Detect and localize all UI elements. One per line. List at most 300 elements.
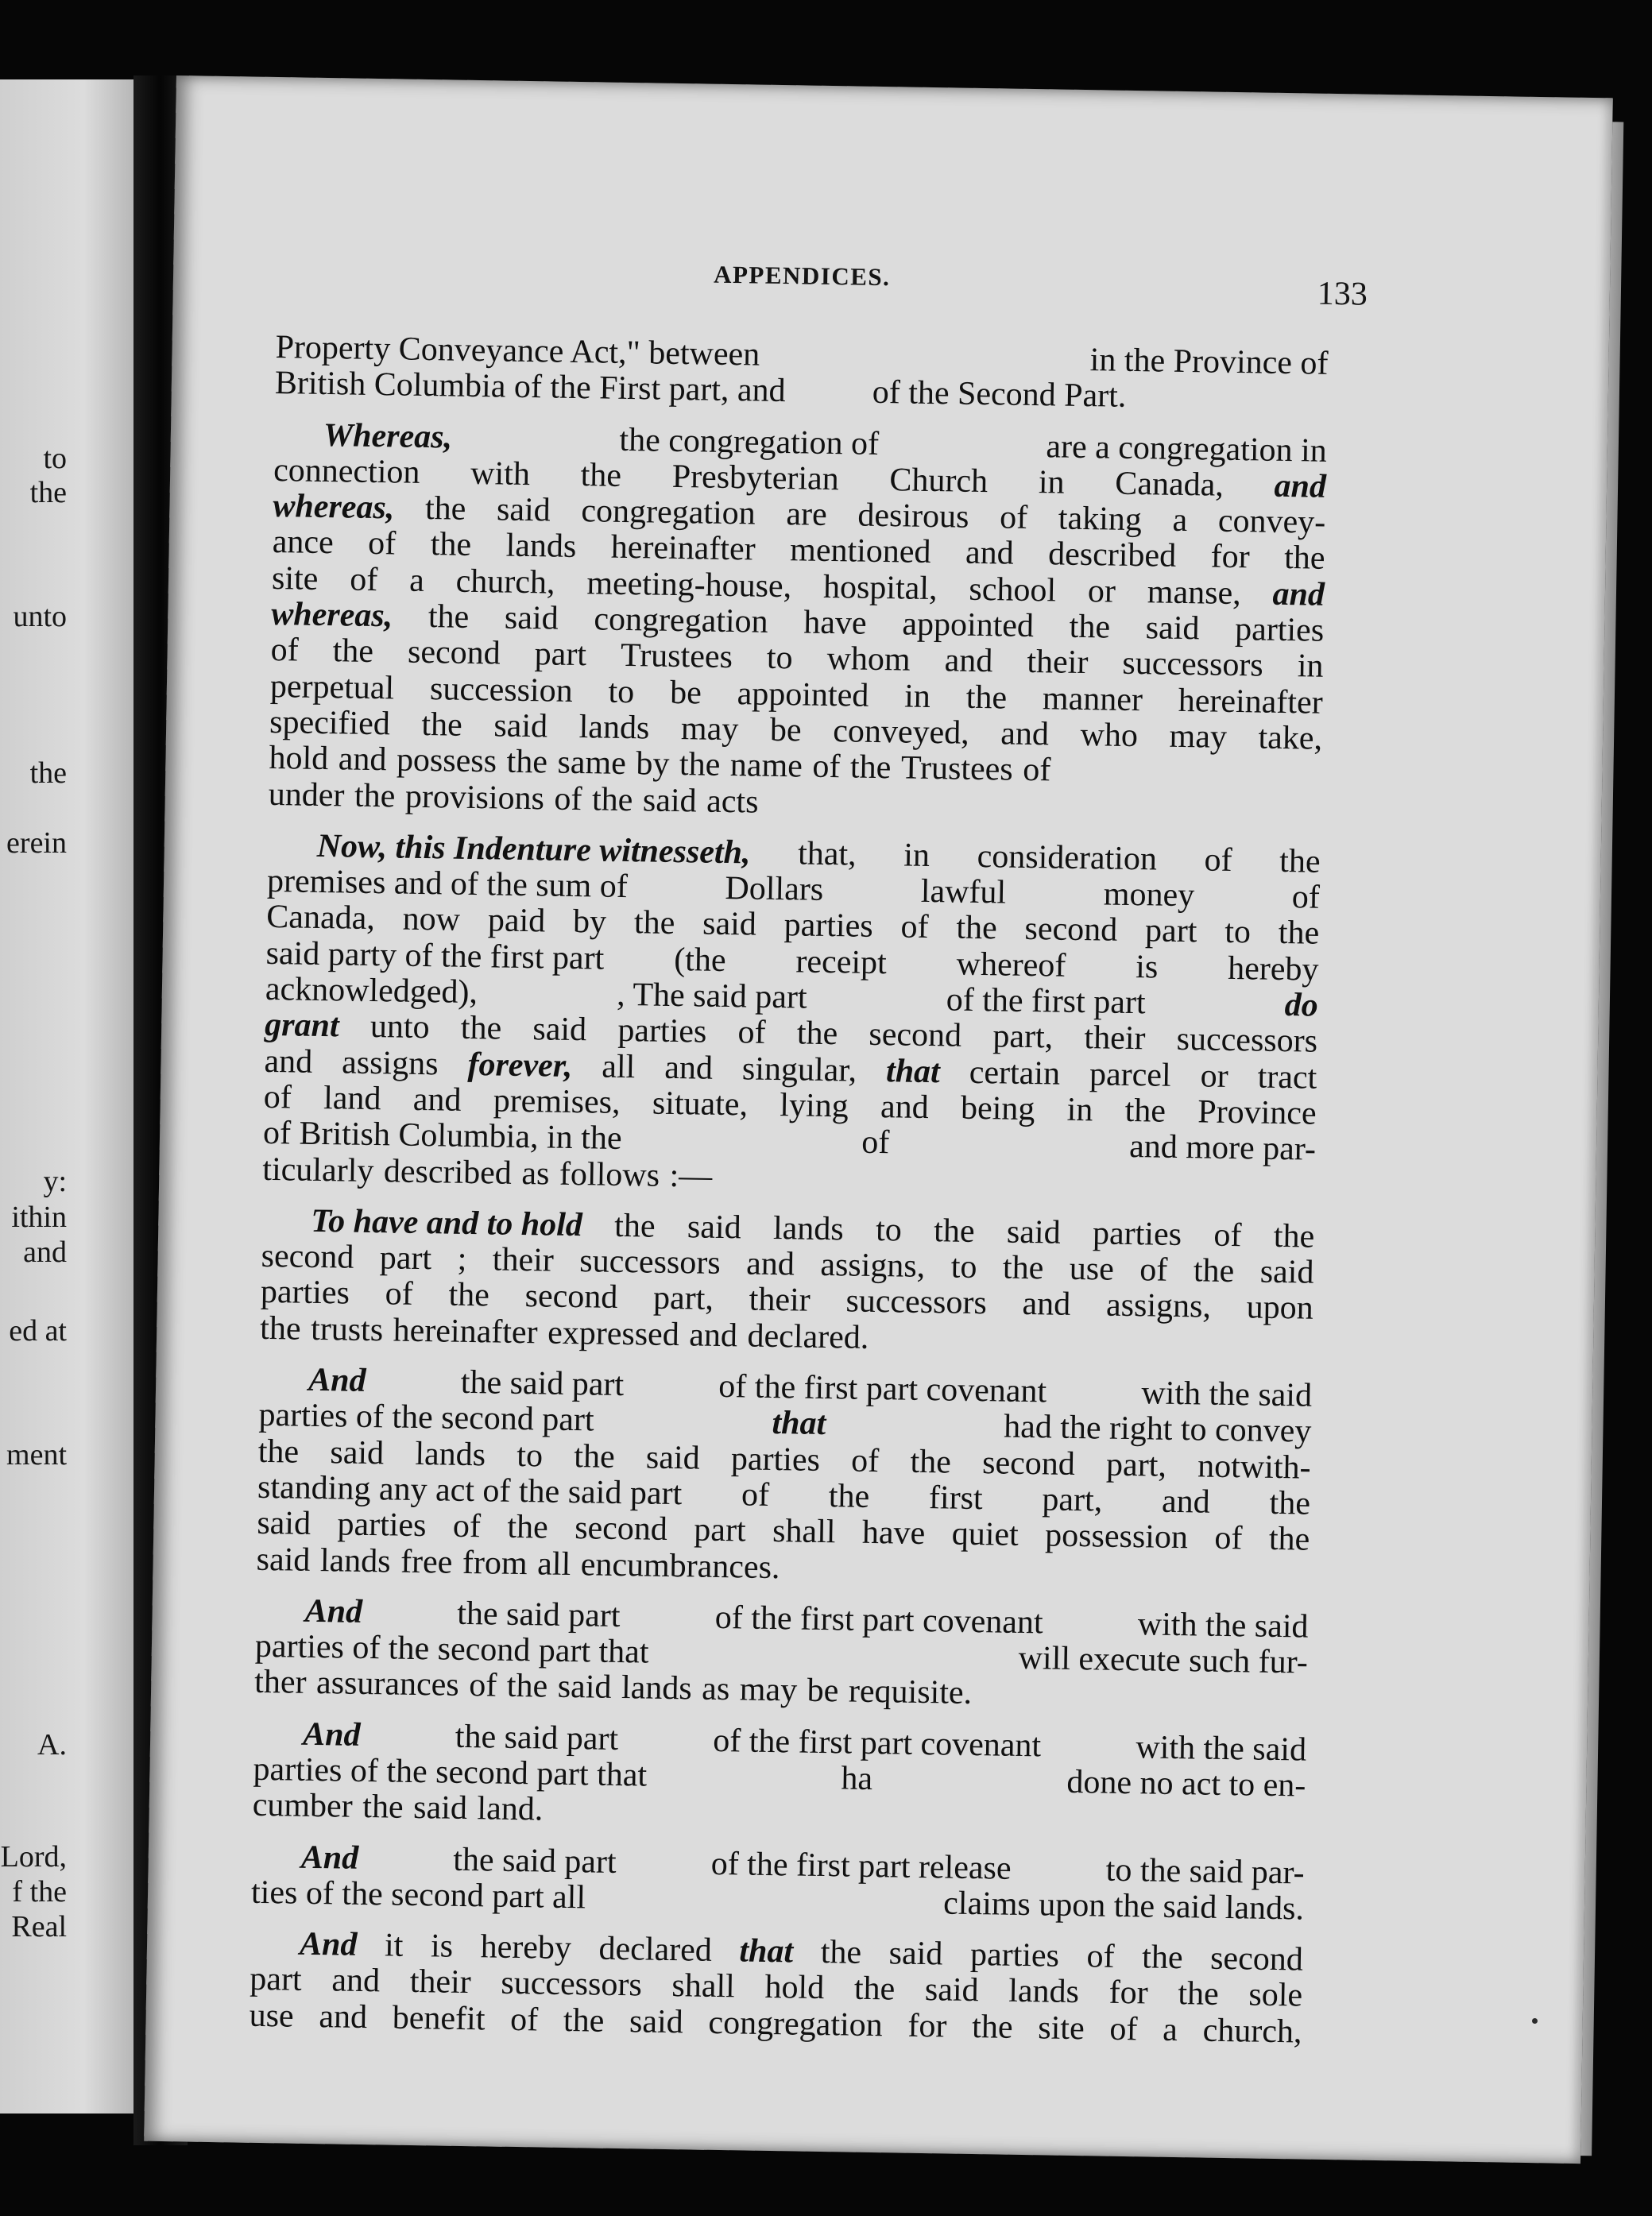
- text-segment: and: [319, 1997, 368, 2036]
- text-segment: said: [496, 491, 551, 529]
- text-segment: said: [557, 1669, 612, 1707]
- text-segment: unto: [369, 1008, 430, 1046]
- text-segment: said: [642, 781, 698, 819]
- text-segment: of: [270, 632, 300, 669]
- text-segment: second: [981, 1444, 1076, 1483]
- text-segment: assigns: [341, 1044, 439, 1082]
- text-segment: hospital,: [822, 568, 938, 607]
- text-segment: second: [869, 1016, 962, 1055]
- text-segment: be: [669, 674, 702, 712]
- text-segment: of the first part release: [710, 1845, 1012, 1887]
- text-segment: premises and of the sum of: [266, 863, 629, 906]
- text-segment: Canada,: [1115, 465, 1224, 504]
- paragraph: [275, 330, 1329, 418]
- running-head: APPENDICES.: [713, 260, 891, 292]
- text-segment: the: [796, 1015, 838, 1053]
- text-segment: all: [536, 1545, 571, 1583]
- text-segment: Dollars: [725, 870, 824, 909]
- left-page-fragment: to: [43, 442, 67, 475]
- text-segment: money: [1103, 876, 1195, 915]
- text-segment: and: [965, 535, 1015, 573]
- text-segment: of: [1139, 1251, 1168, 1289]
- text-segment: that: [885, 1052, 941, 1090]
- text-segment: of: [1086, 1938, 1115, 1976]
- text-segment: Canada,: [266, 899, 376, 938]
- text-segment: the: [956, 910, 998, 947]
- text-segment: part,: [1105, 1446, 1167, 1484]
- paragraph: [251, 1839, 1305, 1927]
- left-page-fragment: erein: [6, 826, 67, 860]
- text-segment: taking: [1058, 500, 1143, 539]
- text-segment: the: [853, 1970, 896, 2008]
- text-segment: British Columbia of the First part, and: [274, 365, 786, 410]
- text-segment: And: [299, 1925, 358, 1964]
- text-segment: done no act to en-: [1066, 1763, 1306, 1804]
- right-page: [144, 75, 1613, 2164]
- text-segment: said: [924, 1971, 979, 2009]
- text-segment: and: [338, 741, 387, 779]
- text-segment: the: [1279, 842, 1321, 880]
- text-segment: the: [421, 706, 463, 744]
- text-segment: shall: [671, 1967, 736, 2005]
- text-segment: the: [679, 746, 721, 784]
- text-segment: the: [613, 1207, 656, 1245]
- text-segment: the: [430, 526, 472, 564]
- text-segment: the: [1283, 539, 1325, 578]
- text-segment: the: [1193, 1252, 1235, 1290]
- scan-speck: [1532, 2018, 1538, 2024]
- left-page-fragment: unto: [13, 600, 67, 633]
- text-segment: successors: [845, 1282, 988, 1322]
- text-segment: the congregation of: [619, 421, 880, 462]
- text-segment: from: [462, 1544, 528, 1582]
- page-number: 133: [1317, 275, 1368, 313]
- text-segment: parties: [783, 907, 874, 946]
- text-segment: with the said: [1141, 1375, 1313, 1414]
- text-segment: second: [524, 1278, 618, 1317]
- text-segment: parcel: [1089, 1055, 1172, 1094]
- left-page-fragment: the: [29, 756, 67, 790]
- text-segment: lands: [772, 1209, 845, 1248]
- text-segment: said: [256, 1541, 311, 1579]
- text-segment: the said part: [456, 1595, 621, 1634]
- text-segment: possess: [396, 741, 497, 780]
- left-page-fragment: ed at: [9, 1314, 67, 1348]
- text-segment: the: [448, 1276, 490, 1314]
- text-segment: And: [304, 1592, 363, 1630]
- text-segment: shall: [772, 1513, 836, 1551]
- text-segment: and: [264, 1042, 313, 1081]
- text-segment: appointed: [902, 605, 1035, 645]
- text-segment: lands: [415, 1435, 486, 1473]
- text-segment: the: [1273, 1217, 1315, 1255]
- text-segment: as: [701, 1671, 730, 1708]
- text-segment: said: [888, 1935, 943, 1973]
- text-segment: and: [1022, 1286, 1071, 1324]
- text-segment: part: [1144, 912, 1197, 950]
- text-segment: of: [812, 748, 841, 786]
- text-segment: (the: [673, 941, 726, 979]
- text-segment: ther: [253, 1664, 307, 1702]
- text-segment: and: [944, 642, 993, 680]
- text-segment: grant: [264, 1007, 339, 1045]
- text-segment: second: [261, 1237, 354, 1276]
- paragraph: [268, 417, 1327, 830]
- text-segment: had the right to convey: [1003, 1408, 1312, 1450]
- left-page-fragment: A.: [37, 1728, 67, 1762]
- text-segment: to: [875, 1211, 903, 1249]
- text-segment: site: [1037, 2009, 1085, 2048]
- text-segment: of: [385, 1275, 414, 1313]
- text-segment: assigns,: [820, 1247, 926, 1286]
- text-segment: , The said part: [616, 976, 808, 1016]
- text-segment: successors: [501, 1965, 643, 2004]
- text-segment: the: [633, 904, 675, 942]
- text-segment: congregation: [708, 2004, 884, 2044]
- text-segment: possession: [1044, 1517, 1189, 1557]
- text-segment: of British Columbia, in the: [262, 1115, 622, 1158]
- text-segment: their: [409, 1963, 472, 2001]
- text-segment: in: [1297, 648, 1324, 686]
- text-segment: part: [250, 1961, 303, 1999]
- text-segment: specified: [269, 703, 391, 743]
- text-segment: are: [786, 496, 828, 534]
- paragraph: [256, 1362, 1312, 1595]
- left-page-fragment: and: [23, 1236, 67, 1269]
- left-page-fragment: the: [29, 476, 67, 509]
- text-segment: provisions: [404, 778, 545, 817]
- text-segment: Whereas,: [323, 416, 453, 456]
- text-segment: said: [504, 599, 559, 637]
- text-segment: will execute such fur-: [1018, 1639, 1309, 1681]
- text-segment: name: [729, 747, 803, 785]
- text-segment: may: [1169, 717, 1228, 756]
- text-segment: the: [849, 748, 892, 787]
- text-segment: lands: [319, 1541, 391, 1580]
- text-segment: said: [645, 1439, 701, 1477]
- text-segment: and: [880, 1089, 930, 1126]
- text-segment: described: [383, 1152, 513, 1192]
- left-facing-page: [0, 79, 153, 2114]
- text-segment: is: [430, 1928, 454, 1965]
- text-segment: use: [249, 1997, 295, 2035]
- text-segment: to: [766, 640, 793, 677]
- text-segment: of the Second Part.: [872, 374, 1127, 416]
- text-segment: the: [591, 780, 633, 818]
- left-page-fragment: y:: [43, 1165, 67, 1198]
- text-segment: to: [608, 673, 635, 710]
- text-segment: the: [933, 1212, 975, 1250]
- text-segment: and: [745, 1245, 795, 1283]
- text-segment: second: [1024, 911, 1118, 949]
- text-segment: Trustees: [620, 637, 733, 676]
- text-segment: with the said: [1136, 1728, 1307, 1769]
- text-segment: parties: [617, 1012, 707, 1050]
- text-segment: the: [354, 777, 396, 814]
- text-segment: parties: [1234, 611, 1325, 649]
- text-segment: the: [1278, 915, 1320, 953]
- text-segment: the: [257, 1433, 300, 1471]
- text-segment: follows: [559, 1155, 660, 1194]
- text-segment: trusts: [310, 1310, 384, 1348]
- text-segment: of: [349, 561, 378, 598]
- text-segment: parties of the second part that: [254, 1627, 649, 1671]
- text-segment: mentioned: [789, 532, 931, 571]
- text-segment: land.: [477, 1790, 544, 1828]
- text-segment: acknowledged),: [265, 970, 478, 1011]
- text-segment: and: [331, 1962, 381, 2000]
- text-segment: And: [308, 1361, 366, 1399]
- text-segment: in: [1038, 463, 1065, 501]
- text-segment: meeting-house,: [586, 564, 792, 605]
- text-segment: successors: [579, 1243, 722, 1282]
- text-segment: parties: [969, 1936, 1060, 1974]
- text-segment: of: [900, 908, 929, 946]
- text-segment: the said part: [452, 1841, 617, 1881]
- text-segment: now: [402, 901, 461, 939]
- text-segment: assurances: [315, 1665, 460, 1704]
- text-segment: to: [1224, 914, 1252, 951]
- text-segment: standing any act of the said part: [257, 1468, 683, 1513]
- text-segment: part: [379, 1239, 432, 1278]
- text-segment: in the Province of: [1089, 342, 1329, 382]
- text-segment: hereinafter: [393, 1312, 538, 1352]
- text-segment: hold: [764, 1969, 825, 2007]
- text-segment: the: [910, 1443, 952, 1481]
- text-segment: benefit: [392, 1999, 486, 2038]
- text-segment: the: [1141, 1939, 1183, 1977]
- text-segment: of: [737, 1014, 766, 1052]
- text-segment: the: [362, 1789, 404, 1827]
- text-segment: paid: [487, 902, 546, 940]
- text-segment: and: [664, 1049, 714, 1087]
- text-segment: certain: [969, 1054, 1061, 1093]
- text-segment: declared: [598, 1930, 713, 1970]
- text-segment: singular,: [741, 1050, 857, 1089]
- text-segment: the: [259, 1309, 301, 1348]
- text-segment: a: [1172, 501, 1188, 539]
- text-segment: appointed: [737, 675, 869, 714]
- text-segment: consideration: [977, 837, 1158, 878]
- text-segment: of: [1022, 752, 1051, 789]
- text-segment: same: [557, 744, 627, 783]
- text-segment: parties: [260, 1274, 350, 1313]
- text-segment: for: [1108, 1974, 1149, 2012]
- text-segment: their: [1084, 1019, 1146, 1058]
- text-segment: of: [1204, 841, 1232, 879]
- text-segment: lands: [578, 709, 650, 747]
- text-segment: of: [263, 1078, 292, 1116]
- text-segment: and: [412, 1081, 462, 1119]
- text-segment: perpetual: [269, 667, 395, 707]
- text-segment: connection: [273, 451, 420, 491]
- text-segment: the: [332, 632, 374, 671]
- text-segment: assigns,: [1105, 1286, 1212, 1326]
- text-segment: congregation: [594, 601, 768, 640]
- text-segment: whereas,: [271, 596, 393, 635]
- text-segment: site: [271, 559, 319, 598]
- text-segment: of: [741, 1476, 770, 1514]
- text-segment: and: [1161, 1483, 1211, 1521]
- text-segment: their: [749, 1281, 811, 1320]
- text-segment: the: [428, 598, 470, 636]
- text-segment: congregation: [581, 493, 756, 532]
- text-segment: ties of the second part all: [250, 1874, 586, 1916]
- text-segment: notwith-: [1197, 1448, 1311, 1487]
- text-segment: of the first part covenant: [713, 1722, 1042, 1765]
- text-segment: successors: [1122, 645, 1264, 684]
- text-segment: do: [1284, 987, 1319, 1024]
- paragraph: [254, 1593, 1309, 1718]
- text-segment: to the said par-: [1105, 1851, 1306, 1892]
- text-segment: manse,: [1147, 574, 1242, 612]
- text-segment: free: [400, 1543, 453, 1581]
- text-segment: successors: [1176, 1021, 1318, 1061]
- text-segment: in: [1066, 1091, 1093, 1129]
- text-segment: said: [702, 905, 757, 944]
- text-segment: in: [903, 837, 930, 874]
- text-segment: ance: [272, 524, 335, 562]
- text-segment: part: [694, 1511, 747, 1549]
- text-segment: said party of the first part: [265, 934, 605, 977]
- text-segment: the: [574, 1437, 616, 1475]
- text-segment: are a congregation in: [1046, 427, 1328, 470]
- text-segment: and more par-: [1128, 1128, 1317, 1168]
- text-segment: said: [532, 1011, 587, 1049]
- page-edge: [1580, 122, 1623, 2156]
- text-segment: To have and to hold: [311, 1202, 583, 1244]
- text-segment: of: [850, 1442, 880, 1479]
- text-segment: lands: [1008, 1973, 1080, 2011]
- text-segment: hereby: [1227, 949, 1319, 988]
- text-segment: tract: [1257, 1058, 1317, 1096]
- paragraph: [249, 1926, 1303, 2051]
- text-segment: parties of the second part that: [253, 1750, 648, 1794]
- text-segment: said: [330, 1433, 385, 1472]
- text-segment: parties: [730, 1440, 821, 1479]
- text-segment: lying: [780, 1087, 849, 1125]
- text-segment: Property Conveyance Act," between: [275, 329, 760, 373]
- text-segment: part,: [1042, 1481, 1103, 1519]
- text-segment: of: [509, 2001, 539, 2039]
- text-segment: school: [969, 570, 1057, 609]
- text-segment: said: [1006, 1213, 1062, 1251]
- text-segment: use: [1069, 1250, 1115, 1288]
- text-segment: and: [689, 1317, 738, 1355]
- text-segment: the: [506, 1668, 548, 1705]
- text-segment: may: [680, 710, 739, 748]
- text-segment: by: [572, 903, 607, 942]
- text-segment: the: [1002, 1249, 1044, 1287]
- text-segment: parties: [1092, 1215, 1182, 1253]
- text-segment: Presbyterian: [671, 458, 840, 498]
- text-segment: ha: [841, 1760, 873, 1798]
- text-segment: and: [1274, 467, 1327, 505]
- text-segment: of: [367, 525, 397, 563]
- text-segment: of: [1213, 1216, 1242, 1255]
- text-segment: land: [323, 1080, 381, 1118]
- text-segment: the: [1268, 1521, 1310, 1558]
- text-segment: lawful: [920, 873, 1007, 911]
- text-segment: church,: [1202, 2012, 1302, 2051]
- text-segment: the: [507, 1508, 549, 1546]
- text-segment: that,: [797, 835, 857, 873]
- text-segment: the: [971, 2008, 1013, 2046]
- text-segment: lands: [505, 528, 577, 566]
- text-segment: said: [493, 707, 548, 745]
- text-segment: all: [601, 1048, 636, 1085]
- text-segment: church,: [455, 563, 555, 601]
- text-segment: expressed: [547, 1314, 680, 1353]
- text-segment: situate,: [652, 1085, 749, 1123]
- text-segment: or: [1200, 1058, 1229, 1095]
- text-segment: is: [1135, 948, 1159, 986]
- text-segment: of: [1291, 879, 1321, 916]
- text-segment: with the said: [1137, 1606, 1309, 1646]
- text-segment: part,: [992, 1018, 1054, 1056]
- text-segment: the: [580, 456, 622, 494]
- text-segment: of: [999, 499, 1028, 537]
- text-segment: of: [1109, 2010, 1138, 2048]
- text-segment: of: [452, 1507, 482, 1545]
- text-segment: cumber: [252, 1787, 354, 1826]
- text-segment: convey-: [1217, 502, 1326, 541]
- text-segment: said: [1145, 609, 1200, 648]
- text-segment: have: [803, 604, 868, 642]
- text-segment: the: [563, 2001, 605, 2040]
- text-segment: parties: [337, 1506, 427, 1545]
- text-segment: the: [1178, 1975, 1220, 2013]
- text-segment: Province: [1197, 1093, 1317, 1132]
- text-segment: And: [300, 1839, 359, 1877]
- text-segment: second: [1209, 1939, 1304, 1978]
- text-segment: lands: [621, 1669, 693, 1707]
- text-segment: acts: [706, 783, 759, 821]
- text-segment: for: [1210, 539, 1251, 576]
- left-page-fragment: ithin: [11, 1201, 67, 1234]
- text-segment: forever,: [467, 1046, 573, 1085]
- text-segment: :—: [669, 1157, 713, 1195]
- text-segment: conveyed,: [832, 713, 970, 752]
- text-segment: said: [1259, 1253, 1314, 1291]
- text-segment: encumbrances.: [580, 1545, 780, 1586]
- text-segment: ;: [457, 1240, 467, 1278]
- text-segment: whereas,: [273, 488, 395, 527]
- text-segment: whereof: [956, 946, 1066, 984]
- text-segment: who: [1080, 716, 1139, 755]
- text-segment: sole: [1248, 1976, 1303, 2015]
- left-page-fragment: f the: [12, 1875, 67, 1909]
- text-segment: Trustees: [900, 749, 1014, 788]
- paragraph: [260, 1203, 1315, 1363]
- text-segment: hereinafter: [610, 529, 756, 569]
- text-segment: the: [965, 679, 1008, 717]
- text-segment: the: [424, 490, 466, 528]
- text-segment: a: [1162, 2011, 1178, 2048]
- text-segment: have: [861, 1514, 926, 1553]
- text-segment: premises,: [493, 1082, 621, 1121]
- text-segment: described: [1047, 536, 1177, 575]
- left-page-fragment: ment: [6, 1438, 67, 1472]
- text-segment: be: [807, 1673, 839, 1710]
- text-segment: be: [769, 711, 802, 749]
- text-segment: of: [554, 780, 582, 818]
- text-segment: Church: [889, 462, 988, 500]
- paragraph: [262, 828, 1321, 1205]
- text-segment: to: [516, 1437, 544, 1475]
- text-segment: receipt: [795, 943, 888, 981]
- text-segment: said: [257, 1505, 311, 1543]
